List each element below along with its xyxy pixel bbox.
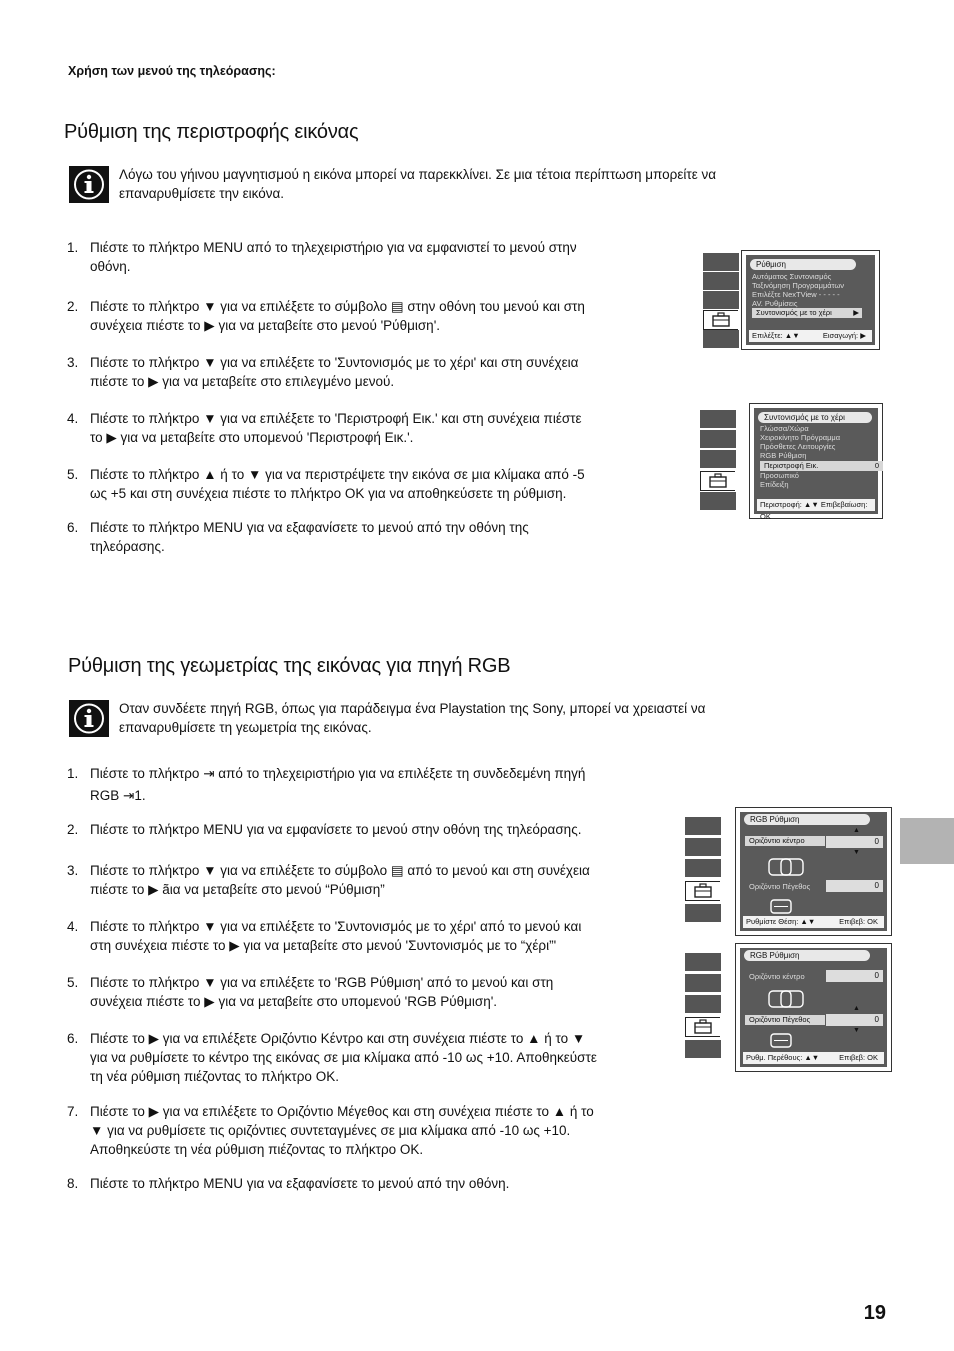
menu1-item[interactable]: AV. Ρυθμίσεις — [752, 299, 798, 308]
page-number: 19 — [863, 1302, 886, 1324]
menu2-title: Συντονισμός με το χέρι — [758, 412, 872, 423]
menu2-item[interactable]: Επίδειξη — [760, 480, 789, 489]
s1-step-4: 4. Πιέστε το πλήκτρο ▼ για να επιλέξετε το 'Περιστροφή Εικ.' και στη συνέχεια πιέστε το ▶ για να μεταβείτε στο υπομενού 'Περιστροφή Εικ.'. — [67, 411, 582, 445]
picture-tab-icon — [685, 953, 721, 971]
teletext-tab-icon — [685, 904, 721, 922]
menu3-screen — [735, 807, 892, 936]
s2-step-3: 3. Πιέστε το πλήκτρο ▼ για να επιλέξετε το σύμβολο ▤ από το μενού και στη συνέχεια πιέστε το ▶ ãια να μεταβείτε στο μενού “Ρύθμιση” — [67, 863, 590, 897]
s2-step-8: 8. Πιέστε το πλήκτρο MENU για να εξαφανίσετε το μενού από την οθόνη. — [67, 1176, 510, 1191]
menu3-tabs — [685, 817, 723, 927]
info-icon — [69, 166, 109, 203]
chapter-side-tab — [900, 818, 954, 864]
s1-step-3: 3. Πιέστε το πλήκτρο ▼ για να επιλέξετε το 'Συντονισμός με το χέρι' και στη συνέχεια πιέστε το ▶ για να μεταβείτε στο επιλεγμένο μενού. — [67, 355, 579, 389]
down-arrow-icon: ▼ — [853, 849, 860, 856]
setup-tab-icon — [700, 471, 735, 491]
center-shift-icon — [767, 988, 807, 1015]
menu3-item-horizontal-size[interactable]: Οριζόντιο Πέγεθος — [749, 882, 811, 891]
menu4-title: RGB Ρύθμιση — [744, 950, 870, 961]
s1-step-2: 2. Πιέστε το πλήκτρο ▼ για να επιλέξετε το σύμβολο ▤ στην οθόνη του μενού και στη συνέχεια πιέστε το ▶ για να μεταβείτε στο μενού 'Ρύθμιση'. — [67, 299, 585, 333]
sound-tab-icon — [685, 974, 721, 992]
menu3-footer: Ρυθμίστε Θέση: ▲▼ Επιβεβ: OK — [743, 916, 884, 928]
s2-step-7: 7. Πιέστε το ▶ για να επιλέξετε το Οριζόντιο Μέγεθος και στη συνέχεια πιέστε το ▲ ή το ▼ για να ρυθμίσετε τις οριζόντιες συντεταγμένες σε μια κλίμακα από -10 ως +10. Αποθηκεύστε τη νέα ρύθμιση πιέζοντας το πλήκτρο OK. — [67, 1104, 594, 1157]
s2-step-2: 2. Πιέστε το πλήκτρο MENU για να εμφανίσετε το μενού στην οθόνη της τηλεόρασης. — [67, 822, 582, 837]
sound-tab-icon — [685, 838, 721, 856]
features-tab-icon — [685, 859, 721, 877]
picture-tab-icon — [703, 253, 739, 271]
down-arrow-icon: ▼ — [853, 1027, 860, 1034]
menu2-tabs — [700, 410, 738, 520]
menu1-item[interactable]: Επιλέξτε NexTView - - - - - — [752, 290, 840, 299]
teletext-tab-icon — [685, 1040, 721, 1058]
setup-tab-icon — [703, 310, 738, 330]
menu1-screen — [741, 250, 880, 350]
s2-step-6: 6. Πιέστε το ▶ για να επιλέξετε Οριζόντιο Κέντρο και στη συνέχεια πιέστε το ▲ ή το ▼ για να ρυθμίσετε το κέντρο της εικόνας σε μια κλίμακα από -10 ως +10. Αποθηκεύστε τη νέα ρύθμιση πιέζοντας το πλήκτρο OK. — [67, 1031, 597, 1084]
center-shift-icon — [767, 856, 807, 883]
menu2-screen — [749, 403, 883, 519]
features-tab-icon — [703, 291, 739, 309]
s2-step-5: 5. Πιέστε το πλήκτρο ▼ για να επιλέξετε το 'RGB Ρύθμιση' από το μενού και στη συνέχεια πιέστε το ▶ για να μεταβείτε στο υπομενού 'RGB Ρύθμιση'. — [67, 975, 554, 1009]
menu1-tabs — [703, 253, 741, 349]
section1-title: Ρύθμιση της περιστροφής εικόνας — [64, 121, 359, 143]
s1-step-1: 1. Πιέστε το πλήκτρο MENU από το τηλεχειριστήριο για να εμφανιστεί το μενού στην οθόνη. — [67, 240, 577, 274]
menu4-screen — [735, 943, 892, 1072]
menu1-item[interactable]: Ταξινόμηση Προγραμμάτων — [752, 281, 845, 290]
menu4-tabs — [685, 953, 723, 1063]
picture-tab-icon — [700, 410, 736, 428]
menu4-footer: Ρυθμ. Περέθους: ▲▼ Επιβεβ: OK — [743, 1052, 884, 1064]
menu1-title: Ρύθμιση — [750, 259, 856, 270]
menu2-footer: Περιστροφή: ▲▼ Επιβεβαίωση: OK — [757, 499, 875, 511]
teletext-tab-icon — [700, 492, 736, 510]
menu2-item-highlight[interactable]: Περιστροφή Εικ. 0 — [760, 461, 883, 471]
menu2-item[interactable]: Γλώσσα/Χώρα — [760, 424, 809, 433]
menu2-item[interactable]: RGB Ρύθμιση — [760, 451, 807, 460]
sound-tab-icon — [700, 430, 736, 448]
section2-title: Ρύθμιση της γεωμετρίας της εικόνας για πηγή RGB — [68, 655, 511, 677]
s2-step-4: 4. Πιέστε το πλήκτρο ▼ για να επιλέξετε το 'Συντονισμός με το χέρι' από το μενού και στη συνέχεια πιέστε το ▶ για να μεταβείτε στο μενού 'Συντονισμός με το “χέρι”' — [67, 919, 582, 953]
menu1-item[interactable]: Αυτόματος Συντονισμός — [752, 272, 832, 281]
menu4-value-size[interactable]: 0 — [826, 1014, 883, 1026]
menu2-item[interactable]: Χειροκίνητο Πρόγραμμα — [760, 433, 841, 442]
info-icon — [69, 700, 109, 737]
setup-tab-icon — [685, 1017, 720, 1037]
features-tab-icon — [700, 450, 736, 468]
up-arrow-icon: ▲ — [853, 1005, 860, 1012]
menu4-item-horizontal-size[interactable]: Οριζόντιο Πέγεθος — [745, 1015, 825, 1025]
menu3-value-center[interactable]: 0 — [826, 836, 883, 848]
menu2-item[interactable]: Πρόσθετες Λειτουργίες — [760, 442, 836, 451]
s1-step-6: 6. Πιέστε το πλήκτρο MENU για να εξαφανίσετε το μενού από την οθόνη της τηλεόρασης. — [67, 520, 529, 554]
features-tab-icon — [685, 995, 721, 1013]
menu3-title: RGB Ρύθμιση — [744, 814, 870, 825]
section-header: Χρήση των μενού της τηλεόρασης: — [68, 64, 276, 78]
menu3-item-horizontal-center[interactable]: Οριζόντιο κέντρο — [745, 836, 825, 846]
menu1-item-highlight[interactable]: Συντονισμός με το χέρι ▶ — [752, 308, 862, 318]
menu4-item-horizontal-center[interactable]: Οριζόντιο κέντρο — [749, 972, 805, 981]
menu2-item[interactable]: Προσωπικό — [760, 471, 799, 480]
section1-info: Λόγω του γήινου μαγνητισμού η εικόνα μπορεί να παρεκκλίνει. Σε μια τέτοια περίπτωση μπορείτε να επαναρυθμίσετε την εικόνα. — [119, 167, 717, 201]
menu1-footer: Επιλέξτε: ▲▼ Εισαγωγή: ▶ — [749, 330, 872, 342]
picture-tab-icon — [685, 817, 721, 835]
setup-tab-icon — [685, 881, 720, 901]
sound-tab-icon — [703, 272, 739, 290]
up-arrow-icon: ▲ — [853, 827, 860, 834]
s1-step-5: 5. Πιέστε το πλήκτρο ▲ ή το ▼ για να περιστρέψετε την εικόνα σε μια κλίμακα από -5 ως +5 και στη συνέχεια πιέστε το πλήκτρο OK για να αποθηκεύσετε τη ρύθμιση. — [67, 467, 585, 501]
menu3-value-size[interactable]: 0 — [826, 880, 883, 892]
menu4-value-center[interactable]: 0 — [826, 970, 883, 982]
section2-info: Οταν συνδέετε πηγή RGB, όπως για παράδειγμα ένα Playstation της Sony, μπορεί να χρειαστεί να επαναρυθμίσετε τη γεωμετρία της εικόνας. — [119, 701, 706, 735]
s2-step-1: 1. Πιέστε το πλήκτρο ⇥ από το τηλεχειριστήριο για να επιλέξετε τη συνδεδεμένη πηγή RGB ⇥1. — [67, 766, 586, 803]
teletext-tab-icon — [703, 330, 739, 348]
